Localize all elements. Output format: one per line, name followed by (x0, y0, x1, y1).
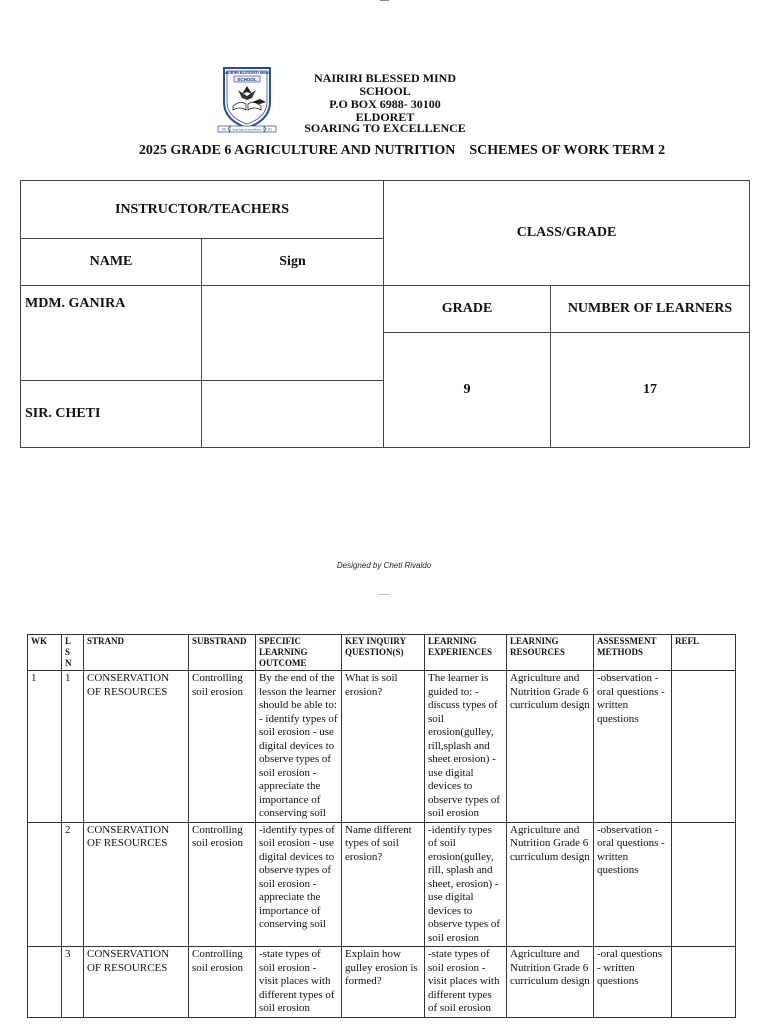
page-break-mark (378, 594, 390, 595)
header-learning-experiences: LEARNING EXPERIENCES (425, 635, 507, 671)
learners-value: 17 (551, 333, 750, 448)
letterhead (0, 66, 768, 146)
class-grade-heading: CLASS/GRADE (384, 181, 750, 286)
sign-heading: Sign (202, 239, 384, 286)
cell-reflection (672, 947, 736, 1018)
svg-text:21: 21 (268, 127, 272, 132)
grade-value: 9 (384, 333, 551, 448)
name-heading: NAME (21, 239, 202, 286)
cell-inquiry-question: Name different types of soil erosion? (342, 822, 425, 947)
table-row (28, 947, 736, 1018)
cell-lesson: 3 (62, 947, 84, 1018)
instructor-heading: INSTRUCTOR/TEACHERS (21, 181, 384, 239)
svg-text:SCHOOL: SCHOOL (237, 77, 257, 82)
teacher-2-sign (202, 381, 384, 448)
cell-strand: CONSERVATION OF RESOURCES (84, 671, 189, 823)
document-title: 2025 GRADE 6 AGRICULTURE AND NUTRITION SCHEMES OF WORK TERM 2 (138, 143, 666, 158)
cell-learning-resources: Agriculture and Nutrition Grade 6 curriculum design (507, 947, 594, 1018)
top-page-mark (380, 0, 389, 1)
cell-learning-resources: Agriculture and Nutrition Grade 6 curriculum design (507, 671, 594, 823)
header-key-inquiry-question: KEY INQUIRY QUESTION(S) (342, 635, 425, 671)
cell-week: 1 (28, 671, 62, 823)
grade-heading: GRADE (384, 286, 551, 333)
cell-learning-outcome: -state types of soil erosion - visit places with different types of soil erosion (256, 947, 342, 1018)
svg-text:Soaring to excellence: Soaring to excellence (232, 127, 262, 132)
cell-week (28, 822, 62, 947)
cell-substrand: Controlling soil erosion (189, 947, 256, 1018)
header-reflection: REFL (672, 635, 736, 671)
school-motto: SOARING TO EXCELLENCE (304, 121, 466, 135)
header-learning-resources: LEARNING RESOURCES (507, 635, 594, 671)
cell-week (28, 947, 62, 1018)
table-row (28, 671, 736, 823)
header-assessment-methods: ASSESSMENT METHODS (594, 635, 672, 671)
designer-credit: Designed by Cheti Rivaldo (336, 561, 432, 570)
header-strand: STRAND (84, 635, 189, 671)
table-row (28, 822, 736, 947)
cell-reflection (672, 671, 736, 823)
header-substrand: SUBSTRAND (189, 635, 256, 671)
cell-learning-resources: Agriculture and Nutrition Grade 6 curriculum design (507, 822, 594, 947)
cell-strand: CONSERVATION OF RESOURCES (84, 947, 189, 1018)
cell-learning-experiences: -state types of soil erosion - visit places with different types of soil erosion (425, 947, 507, 1018)
cell-reflection (672, 822, 736, 947)
learners-heading: NUMBER OF LEARNERS (551, 286, 750, 333)
cell-strand: CONSERVATION OF RESOURCES (84, 822, 189, 947)
cell-learning-experiences: The learner is guided to: - discuss types of soil erosion(gulley, rill,splash and sheet erosion) - use digital devices to observe types of soil erosion (425, 671, 507, 823)
cell-substrand: Controlling soil erosion (189, 671, 256, 823)
header-specific-learning-outcome: SPECIFIC LEARNING OUTCOME (256, 635, 342, 671)
school-crest-logo (216, 66, 278, 138)
cell-learning-outcome: -identify types of soil erosion - use digital devices to observe types of soil erosion - appreciate the importance of conserving soil (256, 822, 342, 947)
teacher-2-name: SIR. CHETI (21, 381, 202, 448)
cell-inquiry-question: Explain how gulley erosion is formed? (342, 947, 425, 1018)
cell-lesson: 1 (62, 671, 84, 823)
scheme-of-work-table (27, 634, 736, 1018)
cell-assessment-methods: -oral questions - written questions (594, 947, 672, 1018)
cell-substrand: Controlling soil erosion (189, 822, 256, 947)
teacher-1-name: MDM. GANIRA (21, 286, 202, 381)
svg-text:20: 20 (222, 127, 226, 132)
header-wk: WK (28, 635, 62, 671)
cell-assessment-methods: -observation -oral questions - written questions (594, 822, 672, 947)
cell-assessment-methods: -observation -oral questions - written questions (594, 671, 672, 823)
teacher-info-table (20, 180, 750, 448)
cell-learning-experiences: -identify types of soil erosion(gulley, rill, splash and sheet, erosion) -use digital devices to observe types of soil erosion (425, 822, 507, 947)
school-town: ELDORET (355, 110, 415, 124)
svg-text:NAIRIRI BLESSED MIND: NAIRIRI BLESSED MIND (223, 70, 271, 75)
cell-learning-outcome: By the end of the lesson the learner should be able to: - identify types of soil erosion - use digital devices to observe types of soil erosion - appreciate the importance of conserving soil (256, 671, 342, 823)
cell-lesson: 2 (62, 822, 84, 947)
school-po-box: P.O BOX 6988- 30100 (329, 97, 441, 111)
teacher-1-sign (202, 286, 384, 381)
header-lsn: L S N (62, 635, 84, 671)
cell-inquiry-question: What is soil erosion? (342, 671, 425, 823)
school-name: NAIRIRI BLESSED MIND SCHOOL (313, 71, 457, 98)
